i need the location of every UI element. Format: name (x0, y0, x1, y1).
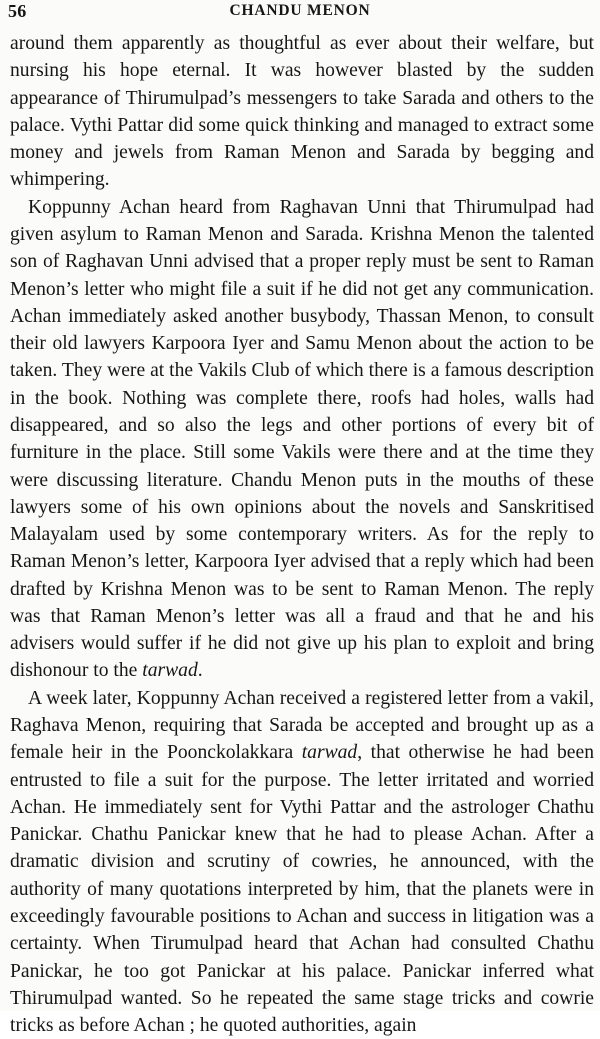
paragraph-text: . (197, 660, 203, 682)
paragraph-text: Koppunny Achan heard from Raghavan Unni that Thirumulpad had given asylum to Raman Menon and Sarada. Krishna Menon the talented son of Raghavan Unni advised that a proper reply must be sent to Raman Menon’s letter who might file a suit if he did not get any communication. Achan immediately asked another busybody, Thassan Menon, to consult their old lawyers Karpoora Iyer and Samu Menon about the action to be taken. They were at the Vakils Club of which there is a famous description in the book. Nothing was complete there, roofs had holes, walls had disappeared, and so also the legs and other portions of every bit of furniture in the place. Still some Vakils were there and at the time they were discussing literature. Chandu Menon puts in the mouths of these lawyers some of his own opinions about the novels and Sanskritised Malayalam used by some contemporary writers. As for the reply to Raman Menon’s letter, Karpoora Iyer advised that a reply which had been drafted by Krishna Menon was to be sent to Raman Menon. The reply was that Raman Menon’s letter was all a fraud and that he and his advisers would suffer if he did not give up his plan to exploit and bring dishonour to the (10, 196, 594, 682)
paragraph-text: , that otherwise he had been entrusted to file a suit for the purpose. The letter irritated and worried Achan. He immediately sent for Vythi Pattar and the astrologer Chathu Panickar. Chathu Panickar knew that he had to please Achan. After a dramatic division and scrutiny of cowries, he announced, with the authority of many quotations interpreted by him, that the planets were in exceedingly favourable positions to Achan and success in litigation was a certainty. When Tirumulpad heard that Achan had consulted Chathu Panickar, he too got Panickar at his palace. Panickar inferred what Thirumulpad wanted. So he repeated the same stage tricks and cowrie tricks as before Achan ; he quoted authorities, again (10, 742, 594, 1037)
paragraph-text: around them apparently as thoughtful as ever about their welfare, but nursing his hope eternal. It was however blasted by the sudden appearance of Thirumulpad’s messengers to take Sarada and others to the palace. Vythi Pattar did some quick thinking and managed to extract some money and jewels from Raman Menon and Sarada by begging and whimpering. (10, 33, 594, 191)
running-head: CHANDU MENON (229, 2, 371, 19)
page-header (8, 1, 592, 25)
page-number: 56 (8, 1, 27, 21)
italic-term: tarwad (301, 742, 358, 764)
body-text (10, 30, 594, 1039)
paragraph-text: A week later, Koppunny Achan received a registered letter from a vakil, Raghava Menon, requiring that Sarada be accepted and brought up as a female heir in the Poonckolakkara (10, 687, 594, 764)
paragraph (10, 194, 594, 685)
paragraph (10, 685, 594, 1039)
italic-term: tarwad (142, 660, 198, 682)
paragraph (10, 30, 594, 194)
